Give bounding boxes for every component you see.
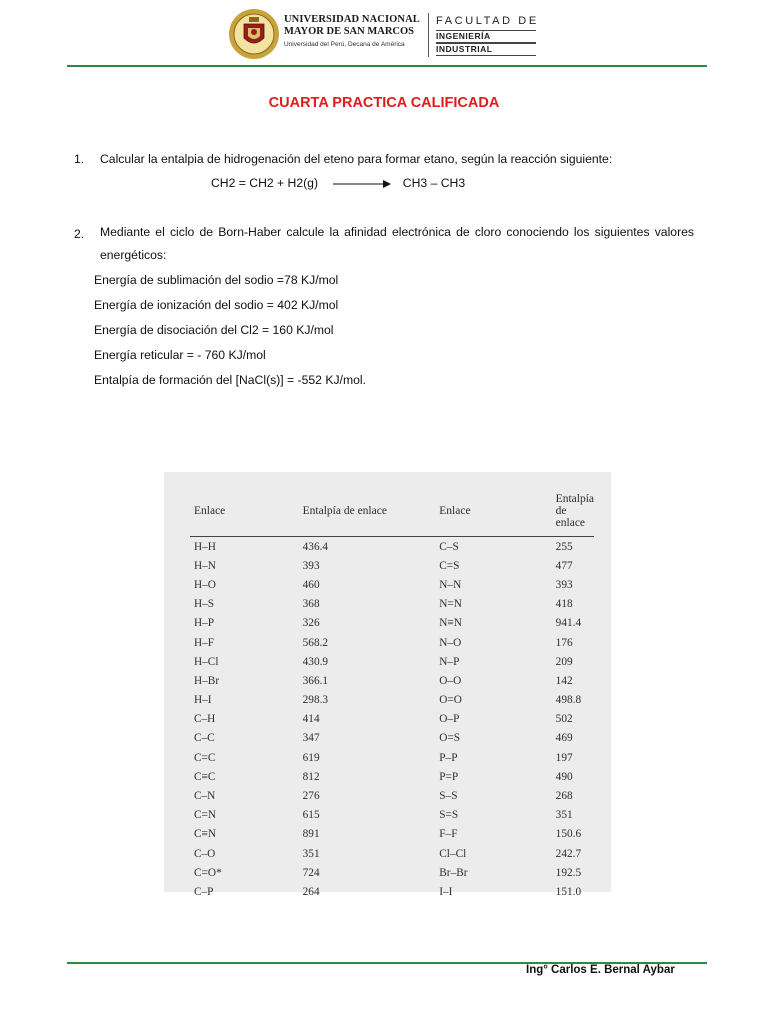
table-row [190,710,594,729]
bond-enthalpy: 351 [555,809,573,822]
energy-value: Energía de disociación del Cl2 = 160 KJ/mol [94,323,334,337]
bond-enthalpy: 142 [555,674,573,687]
bond-enthalpy: 418 [555,598,573,611]
equation-products: CH3 – CH3 [402,176,466,190]
table-row [190,729,594,748]
bond-name: C=O* [194,866,222,879]
table-row [190,575,594,594]
bond-enthalpy: 393 [302,559,320,572]
bond-name: C≡C [194,770,216,783]
faculty-name [436,15,539,56]
bond-enthalpy: 326 [302,617,320,630]
bond-name: H–Br [194,674,220,687]
bond-name: N≡N [439,617,462,630]
bond-name: C=C [194,751,216,764]
bond-enthalpy: 242.7 [555,847,582,860]
bond-name: H–I [194,694,212,707]
energy-value: Energía reticular = - 760 KJ/mol [94,348,266,362]
bond-enthalpy: 469 [555,732,573,745]
bond-name: O–P [439,713,460,726]
author-signature: Ing° Carlos E. Bernal Aybar [526,964,675,976]
faculty-line-3: INDUSTRIAL [436,43,536,56]
bond-name: H–F [194,636,215,649]
bond-enthalpy: 460 [302,578,320,591]
column-header: Enlace [190,490,265,537]
bond-enthalpy: 436.4 [302,540,329,553]
bond-table [190,490,594,902]
faculty-line-2: INGENIERÍA [436,30,536,43]
bond-name: C=S [439,559,460,572]
faculty-line-1: FACULTAD DE [436,15,539,27]
bond-name: O–O [439,674,462,687]
reaction-arrow-icon [333,179,391,189]
bond-name: N–P [439,655,460,668]
bond-enthalpy: 941.4 [555,617,582,630]
bond-enthalpy-table [164,472,611,898]
energy-value: Energía de sublimación del sodio =78 KJ/mol [94,273,339,287]
bond-enthalpy: 209 [555,655,573,668]
table-row [190,652,594,671]
bond-name: S=S [439,809,459,822]
bond-name: H–N [194,559,216,572]
column-header: Enlace [439,490,517,537]
bond-enthalpy: 268 [555,790,573,803]
university-seal-icon [228,8,280,60]
bond-name: H–Cl [194,655,219,668]
bond-enthalpy: 430.9 [302,655,329,668]
bond-name: H–P [194,617,215,630]
bond-name: N–O [439,636,462,649]
bond-name: Br–Br [439,866,468,879]
bond-enthalpy: 477 [555,559,573,572]
bond-enthalpy: 151.0 [555,885,582,898]
bond-enthalpy: 812 [302,770,320,783]
bond-name: N=N [439,598,462,611]
energy-value: Energía de ionización del sodio = 402 KJ/mol [94,298,339,312]
bond-name: Cl–Cl [439,847,467,860]
bond-enthalpy: 255 [555,540,573,553]
university-tagline: Universidad del Perú, Decana de América [284,41,405,48]
table-row [190,537,594,557]
bond-enthalpy: 192.5 [555,866,582,879]
bond-name: P–P [439,751,458,764]
bond-enthalpy: 366.1 [302,674,329,687]
letterhead [228,8,548,64]
table-row [190,556,594,575]
bond-enthalpy: 347 [302,732,320,745]
equation-reactants: CH2 = CH2 + H2(g) [211,176,319,190]
bond-name: H–H [194,540,216,553]
reaction-equation [211,176,465,190]
bond-enthalpy: 276 [302,790,320,803]
university-line-2: MAYOR DE SAN MARCOS [284,26,414,37]
bond-name: C–S [439,540,459,553]
question-1-text: Calcular la entalpia de hidrogenación del eteno para formar etano, según la reacción siguiente: [100,152,613,166]
question-2-text: Mediante el ciclo de Born-Haber calcule la afinidad electrónica de cloro conociendo los siguientes valores energéticos: [100,225,694,262]
table-row [190,882,594,901]
bond-enthalpy: 351 [302,847,320,860]
bond-name: C–N [194,790,216,803]
table-row [190,863,594,882]
table-row [190,767,594,786]
table-row [190,844,594,863]
table-row [190,595,594,614]
bond-name: C≡N [194,828,217,841]
table-row [190,691,594,710]
question-2-number: 2. [74,227,85,241]
bond-enthalpy: 176 [555,636,573,649]
table-row [190,786,594,805]
bond-enthalpy: 724 [302,866,320,879]
bond-name: C–P [194,885,214,898]
bond-name: H–S [194,598,215,611]
table-row [190,614,594,633]
bond-name: N–N [439,578,462,591]
energy-value: Entalpía de formación del [NaCl(s)] = -552 KJ/mol. [94,373,366,387]
table-header-row [190,490,594,537]
header-divider [428,13,429,57]
university-name [284,14,420,51]
bond-enthalpy: 615 [302,809,320,822]
table-row [190,671,594,690]
bond-name: C–C [194,732,215,745]
bond-enthalpy: 498.8 [555,694,582,707]
bond-name: F–F [439,828,458,841]
bond-enthalpy: 393 [555,578,573,591]
bond-name: C=N [194,809,217,822]
table-row [190,806,594,825]
bond-enthalpy: 619 [302,751,320,764]
question-1-number: 1. [74,152,85,166]
bond-enthalpy: 568.2 [302,636,329,649]
header-rule [67,65,707,67]
table-row [190,633,594,652]
column-header: Entalpía de enlace [518,490,594,537]
bond-name: C–H [194,713,216,726]
column-header: Entalpía de enlace [265,490,440,537]
university-line-1: UNIVERSIDAD NACIONAL [284,14,420,25]
bond-name: O=O [439,694,462,707]
bond-enthalpy: 414 [302,713,320,726]
bond-enthalpy: 197 [555,751,573,764]
bond-enthalpy: 298.3 [302,694,329,707]
bond-enthalpy: 368 [302,598,320,611]
page-title: CUARTA PRACTICA CALIFICADA [268,95,500,111]
bond-name: H–O [194,578,216,591]
bond-name: O=S [439,732,461,745]
bond-enthalpy: 891 [302,828,320,841]
table-body [190,537,594,902]
table-row [190,825,594,844]
bond-enthalpy: 150.6 [555,828,582,841]
bond-name: I–I [439,885,453,898]
bond-enthalpy: 502 [555,713,573,726]
bond-enthalpy: 490 [555,770,573,783]
bond-enthalpy: 264 [302,885,320,898]
table-row [190,748,594,767]
bond-name: P=P [439,770,459,783]
bond-name: C–O [194,847,216,860]
bond-name: S–S [439,790,458,803]
